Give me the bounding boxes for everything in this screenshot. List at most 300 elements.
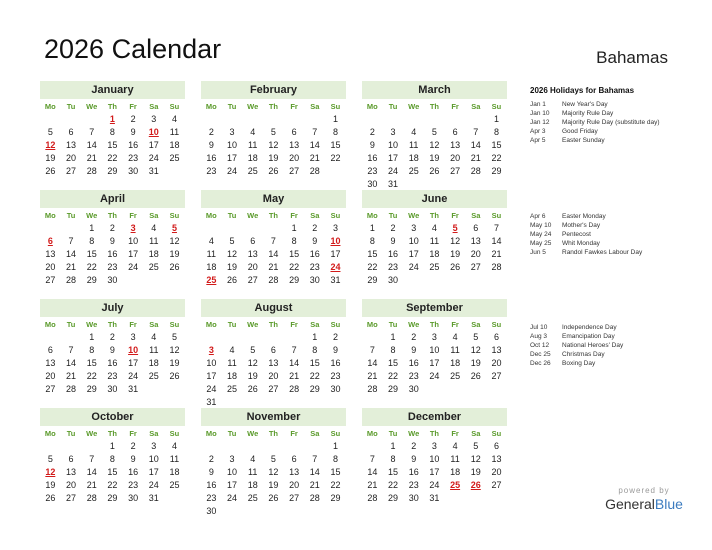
day-cell: 22 [388, 480, 399, 490]
weekday-label: Fr [451, 102, 459, 111]
day-cell: 4 [171, 114, 177, 124]
day-cell: 2 [130, 114, 136, 124]
day-cell: 4 [250, 127, 256, 137]
holiday-day-cell: 10 [330, 236, 341, 246]
holiday-day-cell: 25 [206, 275, 217, 285]
weekday-label: Tu [227, 320, 237, 329]
day-cell: 13 [491, 345, 502, 355]
week-row [201, 331, 346, 344]
day-cell: 18 [148, 249, 159, 259]
day-cell: 22 [367, 262, 378, 272]
empty-day-cell [445, 492, 466, 505]
holiday-row [530, 100, 710, 109]
week-row [40, 466, 185, 479]
day-cell: 14 [66, 358, 77, 368]
holiday-day-cell: 12 [45, 467, 56, 477]
empty-day-cell [81, 113, 102, 126]
day-cell: 20 [491, 358, 502, 368]
day-cell: 28 [309, 166, 320, 176]
day-cell: 30 [309, 275, 320, 285]
day-cell: 23 [206, 493, 217, 503]
day-cell: 28 [66, 384, 77, 394]
weekday-row [201, 318, 346, 331]
holiday-date: Apr 5 [530, 137, 546, 144]
day-cell: 25 [148, 371, 159, 381]
day-cell: 30 [330, 384, 341, 394]
day-cell: 29 [491, 166, 502, 176]
day-cell: 5 [431, 127, 437, 137]
day-cell: 24 [408, 262, 419, 272]
empty-day-cell [304, 440, 325, 453]
month-header: July [40, 299, 185, 317]
empty-day-cell [242, 331, 263, 344]
holiday-date: Dec 26 [530, 360, 551, 367]
day-cell: 13 [247, 249, 258, 259]
day-cell: 11 [169, 127, 180, 137]
day-cell: 9 [312, 236, 318, 246]
brand-name-general: General [605, 496, 655, 512]
weekday-row [362, 209, 507, 222]
day-cell: 20 [45, 371, 56, 381]
day-cell: 6 [493, 441, 499, 451]
empty-day-cell [424, 383, 445, 396]
day-cell: 24 [388, 166, 399, 176]
day-cell: 15 [367, 249, 378, 259]
empty-day-cell [424, 113, 445, 126]
day-cell: 9 [130, 127, 136, 137]
day-cell: 29 [86, 275, 97, 285]
weekday-label: Sa [149, 102, 159, 111]
month-august [201, 299, 346, 409]
day-cell: 7 [291, 345, 297, 355]
empty-day-cell [242, 113, 263, 126]
weekday-label: Th [429, 102, 439, 111]
day-cell: 21 [86, 480, 97, 490]
day-cell: 9 [411, 454, 417, 464]
weekday-label: Th [107, 211, 117, 220]
weekday-label: Mo [205, 211, 217, 220]
weekday-label: Su [491, 102, 502, 111]
weekday-label: Tu [66, 211, 76, 220]
weekday-label: We [247, 320, 259, 329]
brand-name [588, 496, 700, 512]
day-cell: 20 [491, 467, 502, 477]
empty-day-cell [362, 113, 383, 126]
day-cell: 17 [388, 153, 399, 163]
empty-day-cell [325, 505, 346, 518]
day-cell: 18 [408, 153, 419, 163]
day-cell: 26 [268, 166, 279, 176]
country-name: Bahamas [596, 48, 668, 67]
day-cell: 30 [408, 384, 419, 394]
weekday-label: Mo [44, 102, 56, 111]
week-row [201, 440, 346, 453]
day-cell: 30 [107, 275, 118, 285]
day-cell: 21 [470, 153, 481, 163]
day-cell: 17 [148, 467, 159, 477]
day-cell: 28 [66, 275, 77, 285]
holiday-group [530, 212, 710, 257]
day-cell: 14 [66, 249, 77, 259]
day-cell: 4 [411, 127, 417, 137]
day-cell: 16 [367, 153, 378, 163]
day-cell: 21 [309, 153, 320, 163]
day-cell: 10 [206, 358, 217, 368]
day-cell: 12 [169, 236, 180, 246]
holiday-name: Pentecost [562, 231, 591, 238]
empty-day-cell [445, 274, 466, 287]
day-cell: 11 [169, 454, 180, 464]
day-cell: 4 [452, 332, 458, 342]
day-cell: 13 [45, 249, 56, 259]
week-row [362, 152, 507, 165]
empty-day-cell [81, 440, 102, 453]
weekday-row [362, 318, 507, 331]
day-cell: 16 [388, 249, 399, 259]
day-cell: 9 [109, 345, 115, 355]
day-cell: 10 [388, 140, 399, 150]
day-cell: 3 [390, 127, 396, 137]
weekday-label: Tu [227, 102, 237, 111]
day-cell: 20 [45, 262, 56, 272]
day-cell: 23 [330, 371, 341, 381]
day-cell: 31 [148, 493, 159, 503]
weekday-label: We [247, 211, 259, 220]
weekday-row [40, 318, 185, 331]
holiday-row [530, 239, 710, 248]
day-cell: 20 [268, 371, 279, 381]
day-cell: 8 [390, 345, 396, 355]
week-row [362, 261, 507, 274]
day-cell: 15 [86, 249, 97, 259]
weekday-label: Su [169, 211, 180, 220]
day-cell: 29 [330, 493, 341, 503]
weekday-label: Tu [388, 211, 398, 220]
holiday-row [530, 350, 710, 359]
weekday-label: We [408, 429, 420, 438]
empty-day-cell [263, 440, 284, 453]
empty-day-cell [263, 113, 284, 126]
weekday-row [201, 100, 346, 113]
day-cell: 15 [330, 140, 341, 150]
day-cell: 31 [128, 384, 139, 394]
weekday-label: Fr [290, 320, 298, 329]
day-cell: 29 [367, 275, 378, 285]
day-cell: 11 [227, 358, 237, 368]
day-cell: 3 [151, 114, 157, 124]
day-cell: 29 [289, 275, 300, 285]
week-row [201, 466, 346, 479]
day-cell: 27 [491, 371, 502, 381]
day-cell: 15 [330, 467, 341, 477]
day-cell: 24 [227, 493, 238, 503]
weekday-row [40, 209, 185, 222]
day-cell: 16 [107, 249, 118, 259]
day-cell: 24 [128, 262, 139, 272]
day-cell: 14 [268, 249, 279, 259]
holiday-row [530, 118, 710, 127]
day-cell: 8 [109, 127, 115, 137]
day-cell: 19 [470, 467, 481, 477]
day-cell: 12 [169, 345, 180, 355]
holiday-row [530, 341, 710, 350]
day-cell: 18 [247, 153, 258, 163]
empty-day-cell [284, 331, 305, 344]
day-cell: 8 [369, 236, 375, 246]
holiday-name: Whit Monday [562, 240, 600, 247]
day-cell: 23 [128, 480, 139, 490]
day-cell: 27 [289, 166, 300, 176]
day-cell: 31 [429, 493, 440, 503]
day-cell: 10 [227, 467, 238, 477]
day-cell: 26 [45, 166, 56, 176]
holiday-name: National Heroes' Day [562, 342, 624, 349]
empty-day-cell [222, 505, 243, 518]
day-cell: 18 [148, 358, 159, 368]
day-cell: 3 [151, 441, 157, 451]
holiday-group [530, 323, 710, 368]
empty-day-cell [383, 113, 404, 126]
day-cell: 5 [229, 236, 235, 246]
day-cell: 7 [312, 127, 318, 137]
day-cell: 22 [388, 371, 399, 381]
day-cell: 8 [390, 454, 396, 464]
day-cell: 31 [388, 179, 399, 189]
holiday-group [530, 100, 710, 145]
empty-day-cell [40, 440, 61, 453]
holiday-date: Jan 10 [530, 110, 550, 117]
weekday-label: Su [169, 102, 180, 111]
day-cell: 13 [289, 467, 300, 477]
day-cell: 17 [429, 358, 440, 368]
day-cell: 26 [470, 371, 481, 381]
day-cell: 23 [309, 262, 320, 272]
week-row [362, 331, 507, 344]
weekday-label: Sa [149, 211, 159, 220]
day-cell: 3 [411, 223, 417, 233]
holiday-day-cell: 5 [171, 223, 177, 233]
week-row [40, 331, 185, 344]
day-cell: 26 [169, 262, 180, 272]
holiday-row [530, 109, 710, 118]
day-cell: 21 [289, 371, 300, 381]
day-cell: 19 [45, 153, 56, 163]
month-header: January [40, 81, 185, 99]
empty-day-cell [403, 274, 424, 287]
empty-day-cell [143, 274, 164, 287]
day-cell: 23 [206, 166, 217, 176]
day-cell: 24 [128, 371, 139, 381]
day-cell: 6 [68, 454, 74, 464]
holiday-name: Mother's Day [562, 222, 601, 229]
day-cell: 19 [247, 371, 258, 381]
week-row [201, 492, 346, 505]
day-cell: 31 [148, 166, 159, 176]
day-cell: 8 [332, 127, 338, 137]
day-cell: 4 [229, 345, 235, 355]
day-cell: 19 [227, 262, 238, 272]
day-cell: 29 [107, 166, 118, 176]
day-cell: 2 [109, 223, 115, 233]
day-cell: 14 [289, 358, 300, 368]
day-cell: 13 [289, 140, 300, 150]
day-cell: 21 [268, 262, 279, 272]
day-cell: 4 [452, 441, 458, 451]
day-cell: 16 [330, 358, 341, 368]
day-cell: 18 [247, 480, 258, 490]
day-cell: 30 [128, 493, 139, 503]
day-cell: 19 [268, 480, 279, 490]
week-row [362, 165, 507, 178]
day-cell: 5 [47, 454, 53, 464]
day-cell: 14 [470, 140, 481, 150]
day-cell: 21 [367, 371, 378, 381]
day-cell: 21 [66, 262, 77, 272]
weekday-label: Sa [310, 102, 320, 111]
day-cell: 19 [169, 358, 180, 368]
day-cell: 5 [270, 127, 276, 137]
day-cell: 30 [408, 493, 419, 503]
weekday-label: We [408, 320, 420, 329]
day-cell: 28 [86, 166, 97, 176]
holiday-row [530, 323, 710, 332]
week-row [362, 466, 507, 479]
holiday-day-cell: 12 [45, 140, 56, 150]
week-row [40, 113, 185, 126]
day-cell: 7 [369, 345, 375, 355]
day-cell: 12 [227, 249, 238, 259]
weekday-label: Th [107, 320, 117, 329]
weekday-label: Th [107, 102, 117, 111]
day-cell: 23 [367, 166, 378, 176]
holiday-name: Easter Monday [562, 213, 606, 220]
empty-day-cell [242, 440, 263, 453]
weekday-label: Th [107, 429, 117, 438]
day-cell: 2 [390, 223, 396, 233]
empty-day-cell [40, 113, 61, 126]
day-cell: 25 [169, 480, 180, 490]
holiday-day-cell: 10 [128, 345, 139, 355]
day-cell: 17 [206, 371, 217, 381]
day-cell: 27 [491, 480, 502, 490]
empty-day-cell [40, 222, 61, 235]
day-cell: 22 [330, 480, 341, 490]
day-cell: 6 [291, 127, 297, 137]
day-cell: 19 [470, 358, 481, 368]
day-cell: 5 [171, 332, 177, 342]
empty-day-cell [465, 113, 486, 126]
holiday-name: New Year's Day [562, 101, 608, 108]
day-cell: 17 [128, 358, 139, 368]
weekday-row [201, 427, 346, 440]
day-cell: 18 [429, 249, 440, 259]
empty-day-cell [164, 165, 185, 178]
day-cell: 11 [429, 236, 440, 246]
weekday-label: Tu [66, 102, 76, 111]
day-cell: 6 [452, 127, 458, 137]
day-cell: 3 [130, 332, 136, 342]
day-cell: 25 [450, 371, 461, 381]
week-row [201, 453, 346, 466]
day-cell: 22 [289, 262, 300, 272]
holiday-date: May 25 [530, 240, 552, 247]
day-cell: 27 [289, 493, 300, 503]
brand-name-blue: Blue [654, 496, 683, 512]
weekday-label: Su [330, 211, 341, 220]
day-cell: 22 [86, 262, 97, 272]
holiday-date: Jun 5 [530, 249, 546, 256]
weekday-label: Tu [227, 211, 237, 220]
day-cell: 1 [291, 223, 297, 233]
weekday-label: Th [429, 211, 439, 220]
holiday-row [530, 359, 710, 368]
day-cell: 13 [450, 140, 461, 150]
weekday-label: Mo [205, 102, 217, 111]
day-cell: 15 [86, 358, 97, 368]
empty-day-cell [284, 440, 305, 453]
day-cell: 14 [309, 140, 320, 150]
day-cell: 16 [408, 358, 419, 368]
powered-by-text: powered by [618, 486, 670, 495]
week-row [201, 248, 346, 261]
month-header: February [201, 81, 346, 99]
month-june [362, 190, 507, 287]
day-cell: 19 [169, 249, 180, 259]
day-cell: 10 [227, 140, 238, 150]
weekday-label: Su [491, 320, 502, 329]
day-cell: 20 [450, 153, 461, 163]
day-cell: 8 [291, 236, 297, 246]
day-cell: 23 [408, 480, 419, 490]
empty-day-cell [222, 113, 243, 126]
week-row [362, 139, 507, 152]
weekday-label: Su [491, 211, 502, 220]
weekday-label: Fr [129, 320, 137, 329]
day-cell: 25 [247, 166, 258, 176]
day-cell: 26 [450, 262, 461, 272]
week-row [201, 261, 346, 274]
empty-day-cell [242, 505, 263, 518]
weekday-label: Mo [366, 320, 378, 329]
day-cell: 7 [493, 223, 499, 233]
weekday-row [40, 427, 185, 440]
week-row [201, 235, 346, 248]
day-cell: 21 [86, 153, 97, 163]
week-row [40, 235, 185, 248]
empty-day-cell [222, 331, 243, 344]
holiday-date: Dec 25 [530, 351, 551, 358]
day-cell: 31 [330, 275, 341, 285]
day-cell: 7 [68, 345, 74, 355]
holiday-name: Christmas Day [562, 351, 605, 358]
weekday-label: Tu [388, 429, 398, 438]
empty-day-cell [263, 331, 284, 344]
day-cell: 26 [227, 275, 238, 285]
day-cell: 14 [86, 140, 97, 150]
day-cell: 5 [250, 345, 256, 355]
day-cell: 1 [109, 441, 115, 451]
day-cell: 24 [227, 166, 238, 176]
generalblue-logo[interactable] [588, 486, 700, 512]
empty-day-cell [465, 274, 486, 287]
weekday-label: Sa [471, 429, 481, 438]
empty-day-cell [403, 113, 424, 126]
day-cell: 1 [89, 223, 95, 233]
week-row [201, 383, 346, 396]
day-cell: 5 [47, 127, 53, 137]
day-cell: 7 [89, 454, 95, 464]
weekday-label: Sa [310, 320, 320, 329]
